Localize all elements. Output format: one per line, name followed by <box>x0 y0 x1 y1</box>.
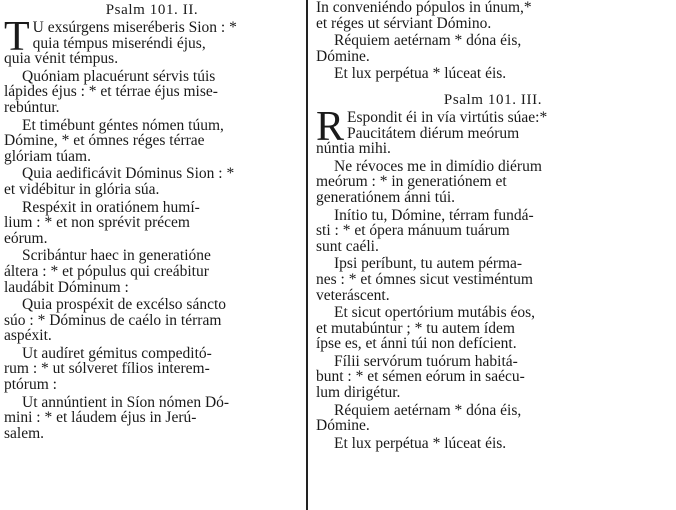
verse-line: meórum : * in generatiónem et <box>316 173 507 191</box>
verse-line: Espondit éi in vía virtútis súae:* <box>347 108 548 126</box>
verse <box>316 436 670 452</box>
verse-line: áltera : * et pópulus qui creábitur <box>4 262 209 280</box>
verse-line: Réquiem aetérnam * dóna éis, <box>334 401 522 419</box>
verse-line: Dómine. <box>316 47 370 65</box>
verse-line: laudábit Dóminum : <box>4 278 129 296</box>
verse-line: sti : * et ópera mánuum tuárum <box>316 222 510 240</box>
psalm-heading: Psalm 101. III. <box>443 91 543 108</box>
verse <box>316 33 670 64</box>
verse-line: Fílii servórum tuórum habitá- <box>334 352 518 370</box>
verse <box>316 159 670 206</box>
verse-line: veteráscent. <box>316 286 390 304</box>
verse <box>316 403 670 434</box>
right-column <box>316 0 670 453</box>
verse-line: salem. <box>4 424 45 442</box>
verse-line: mini : * et láudem éjus in Jerú- <box>4 409 197 427</box>
verse-line: eórum. <box>4 229 48 247</box>
verse-line: Dómine, * et ómnes réges térrae <box>4 132 205 150</box>
verse <box>4 166 300 197</box>
verse <box>316 66 670 82</box>
verse-line: núntia mihi. <box>316 140 391 158</box>
verse-line: et réges ut sérviant Dómino. <box>316 14 492 32</box>
verse-line: ípse es, et ánni túi non defícient. <box>316 335 517 353</box>
verse <box>316 354 670 401</box>
verse-line: Quia prospéxit de excélso sáncto <box>22 296 227 314</box>
verse-line: Et timébunt géntes nómen túum, <box>22 116 224 134</box>
verse-line: Dómine. <box>316 417 370 435</box>
verse-list <box>4 14 300 443</box>
verse <box>316 305 670 352</box>
verse <box>4 248 300 295</box>
verse-line: Quóniam placuérunt sérvis túis <box>22 67 216 85</box>
verse <box>4 14 300 68</box>
verse-line: U exsúrgens miseréberis Sion : * <box>32 19 237 36</box>
verse-line: Quia aedificávit Dóminus Sion : * <box>22 165 235 183</box>
verse-line: bunt : * et sémen eórum in saécu- <box>316 368 525 386</box>
verse <box>316 0 670 31</box>
verse-line: lum dirigétur. <box>316 384 401 402</box>
verse-line: súo : * Dóminus de caélo in térram <box>4 311 222 329</box>
verse-list <box>316 103 670 453</box>
verse-line: Ipsi períbunt, tu autem pérma- <box>334 255 523 273</box>
verse-line: rum : * ut sólveret fílios interem- <box>4 360 210 378</box>
verse <box>4 200 300 247</box>
verse-line: Réquiem aetérnam * dóna éis, <box>334 32 522 50</box>
drop-cap-initial: T <box>4 14 30 60</box>
verse <box>4 297 300 344</box>
verse-line: glóriam túam. <box>4 147 91 165</box>
verse-line: Ut annúntient in Síon nómen Dó- <box>22 393 230 411</box>
verse-line: nes : * et ómnes sicut vestiméntum <box>316 270 533 288</box>
verse <box>4 395 300 442</box>
drop-cap-initial: R <box>316 103 345 150</box>
verse-line: aspéxit. <box>4 327 52 345</box>
verse-line: quia témpus miseréndi éjus, <box>32 34 206 52</box>
psalm-heading: Psalm 101. II. <box>105 2 199 18</box>
verse-list <box>316 0 670 84</box>
verse <box>4 69 300 116</box>
verse-line: Inítio tu, Dómine, térram fundá- <box>334 206 534 224</box>
left-column <box>4 0 300 443</box>
verse-line: In conveniéndo pópulos in únum,* <box>316 0 532 16</box>
column-divider <box>306 0 308 510</box>
verse-line: Et lux perpétua * lúceat éis. <box>334 65 507 83</box>
verse-line: lápides éjus : * et térrae éjus mise- <box>4 83 218 101</box>
verse <box>4 346 300 393</box>
verse-line: Et lux perpétua * lúceat éis. <box>334 434 507 452</box>
verse-line: Ne révoces me in dimídio diérum <box>334 157 542 175</box>
verse-line: quia vénit témpus. <box>4 50 119 68</box>
verse <box>316 208 670 255</box>
verse-line: lium : * et non sprévit précem <box>4 214 190 232</box>
verse <box>4 118 300 165</box>
verse-line: sunt caéli. <box>316 237 379 255</box>
verse-line: Scribántur haec in generatióne <box>22 247 211 265</box>
verse-line: Respéxit in oratiónem humí- <box>22 198 200 216</box>
verse-line: Paucitátem diérum meórum <box>347 124 520 142</box>
verse <box>316 103 670 158</box>
verse-line: et mutabúntur ; * tu autem ídem <box>316 319 515 337</box>
verse-line: Et sicut opertórium mutábis éos, <box>334 304 536 322</box>
verse-line: et vidébitur in glória súa. <box>4 180 160 198</box>
verse-line: Ut audíret gémitus compeditó- <box>22 344 212 362</box>
verse-line: ptórum : <box>4 376 57 394</box>
verse <box>316 256 670 303</box>
verse-line: generatiónem ánni túi. <box>316 188 456 206</box>
verse-line: rebúntur. <box>4 98 60 116</box>
